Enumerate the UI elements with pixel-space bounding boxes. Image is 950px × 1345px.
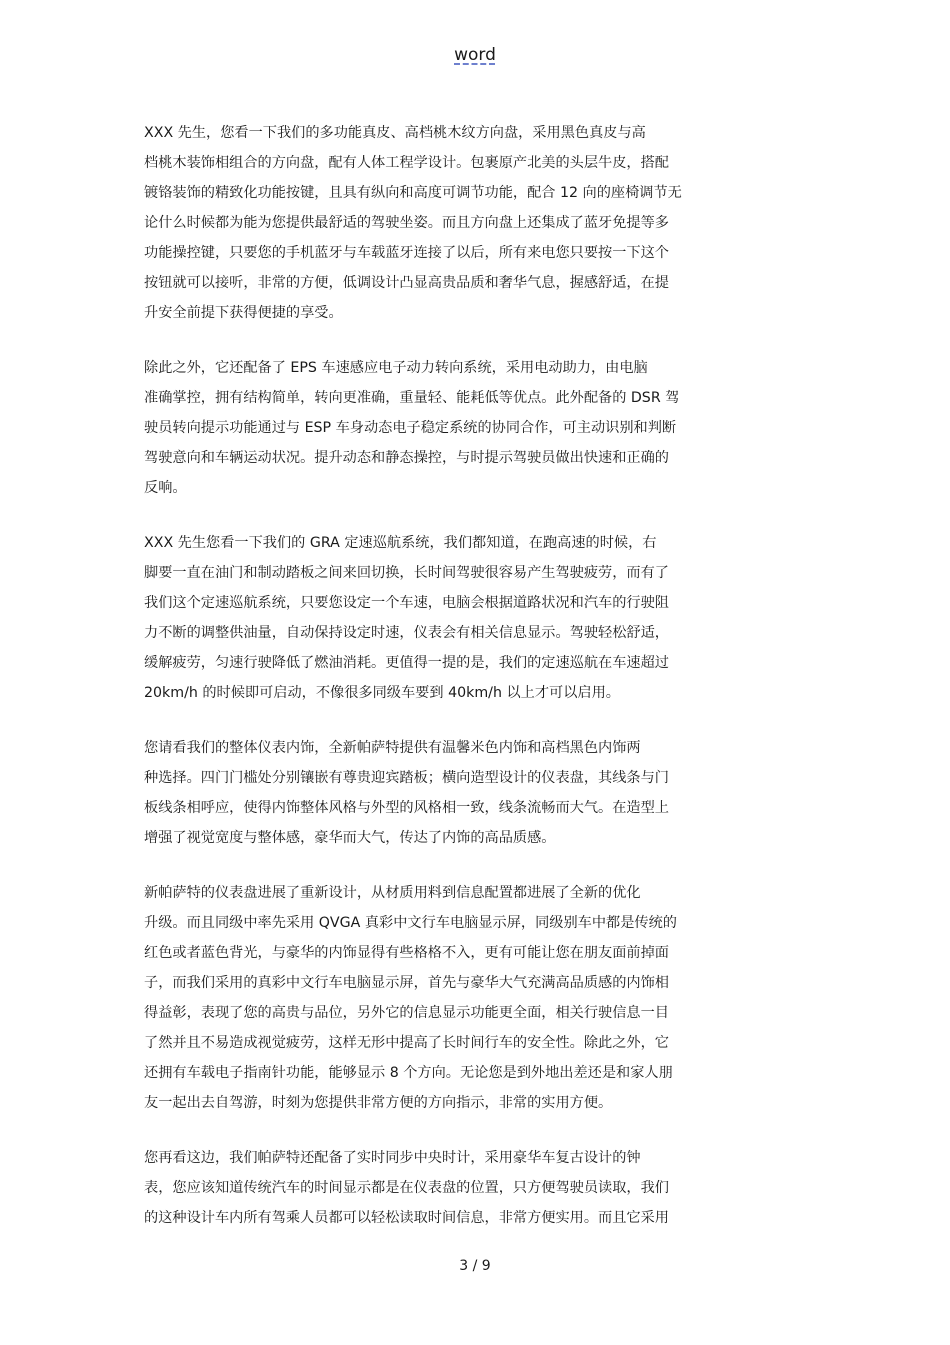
page-header xyxy=(0,44,950,66)
text-line: 子，而我们采用的真彩中文行车电脑显示屏，首先与豪华大气充满高品质感的内饰相 xyxy=(144,975,669,991)
text-line: 种选择。四门门槛处分别镶嵌有尊贵迎宾踏板；横向造型设计的仪表盘，其线条与门 xyxy=(144,770,669,786)
text-line: 的这种设计车内所有驾乘人员都可以轻松读取时间信息，非常方便实用。而且它采用 xyxy=(144,1210,669,1226)
paragraph-clock xyxy=(144,1143,804,1233)
text-line: 新帕萨特的仪表盘进展了重新设计，从材质用料到信息配置都进展了全新的优化 xyxy=(144,885,641,901)
text-line: 脚要一直在油门和制动踏板之间来回切换，长时间驾驶很容易产生驾驶疲劳，而有了 xyxy=(144,565,669,581)
text-line: XXX 先生您看一下我们的 GRA 定速巡航系统，我们都知道，在跑高速的时候，右 xyxy=(144,535,657,551)
text-line: 力不断的调整供油量，自动保持设定时速，仪表会有相关信息显示。驾驶轻松舒适， xyxy=(144,625,669,641)
text-line: 驶员转向提示功能通过与 ESP 车身动态电子稳定系统的协同合作，可主动识别和判断 xyxy=(144,420,677,436)
text-line: 准确掌控，拥有结构简单，转向更准确，重量轻、能耗低等优点。此外配备的 DSR 驾 xyxy=(144,390,680,406)
text-line: 20km/h 的时候即可启动，不像很多同级车要到 40km/h 以上才可以启用。 xyxy=(144,685,620,701)
text-line: 升级。而且同级中率先采用 QVGA 真彩中文行车电脑显示屏，同级别车中都是传统的 xyxy=(144,915,677,931)
text-line: 档桃木装饰相组合的方向盘，配有人体工程学设计。包裹原产北美的头层牛皮，搭配 xyxy=(144,155,669,171)
text-line: 红色或者蓝色背光，与豪华的内饰显得有些格格不入，更有可能让您在朋友面前掉面 xyxy=(144,945,669,961)
text-line: 您再看这边，我们帕萨特还配备了实时同步中央时计，采用豪华车复古设计的钟 xyxy=(144,1150,641,1166)
text-line: 反响。 xyxy=(144,480,187,496)
text-line: 了然并且不易造成视觉疲劳，这样无形中提高了长时间行车的安全性。除此之外，它 xyxy=(144,1035,669,1051)
text-line: 您请看我们的整体仪表内饰，全新帕萨特提供有温馨米色内饰和高档黑色内饰两 xyxy=(144,740,641,756)
text-line: 功能操控键，只要您的手机蓝牙与车载蓝牙连接了以后，所有来电您只要按一下这个 xyxy=(144,245,669,261)
paragraph-interior xyxy=(144,733,804,853)
text-line: 除此之外，它还配备了 EPS 车速感应电子动力转向系统，采用电动助力，由电脑 xyxy=(144,360,648,376)
text-line: 板线条相呼应，使得内饰整体风格与外型的风格相一致，线条流畅而大气。在造型上 xyxy=(144,800,669,816)
paragraph-steering-wheel xyxy=(144,118,804,328)
header-title: word xyxy=(454,45,496,65)
text-line: XXX 先生，您看一下我们的多功能真皮、高档桃木纹方向盘，采用黑色真皮与高 xyxy=(144,125,646,141)
page-footer xyxy=(0,1256,950,1276)
paragraph-dashboard xyxy=(144,878,804,1118)
text-line: 驾驶意向和车辆运动状况。提升动态和静态操控，与时提示驾驶员做出快速和正确的 xyxy=(144,450,669,466)
text-line: 我们这个定速巡航系统，只要您设定一个车速，电脑会根据道路状况和汽车的行驶阻 xyxy=(144,595,669,611)
page-number: 3 / 9 xyxy=(459,1258,491,1274)
text-line: 友一起出去自驾游，时刻为您提供非常方便的方向指示，非常的实用方便。 xyxy=(144,1095,613,1111)
document-body xyxy=(144,118,804,1258)
text-line: 表，您应该知道传统汽车的时间显示都是在仪表盘的位置，只方便驾驶员读取，我们 xyxy=(144,1180,669,1196)
text-line: 镀铬装饰的精致化功能按键，且具有纵向和高度可调节功能，配合 12 向的座椅调节无 xyxy=(144,185,682,201)
text-line: 按钮就可以接听，非常的方便，低调设计凸显高贵品质和奢华气息，握感舒适，在提 xyxy=(144,275,669,291)
paragraph-eps-steering xyxy=(144,353,804,503)
text-line: 论什么时候都为能为您提供最舒适的驾驶坐姿。而且方向盘上还集成了蓝牙免提等多 xyxy=(144,215,669,231)
text-line: 增强了视觉宽度与整体感，豪华而大气，传达了内饰的高品质感。 xyxy=(144,830,556,846)
text-line: 升安全前提下获得便捷的享受。 xyxy=(144,305,343,321)
paragraph-cruise-control xyxy=(144,528,804,708)
text-line: 缓解疲劳，匀速行驶降低了燃油消耗。更值得一提的是，我们的定速巡航在车速超过 xyxy=(144,655,669,671)
text-line: 还拥有车载电子指南针功能，能够显示 8 个方向。无论您是到外地出差还是和家人朋 xyxy=(144,1065,673,1081)
text-line: 得益彰，表现了您的高贵与品位，另外它的信息显示功能更全面，相关行驶信息一目 xyxy=(144,1005,669,1021)
